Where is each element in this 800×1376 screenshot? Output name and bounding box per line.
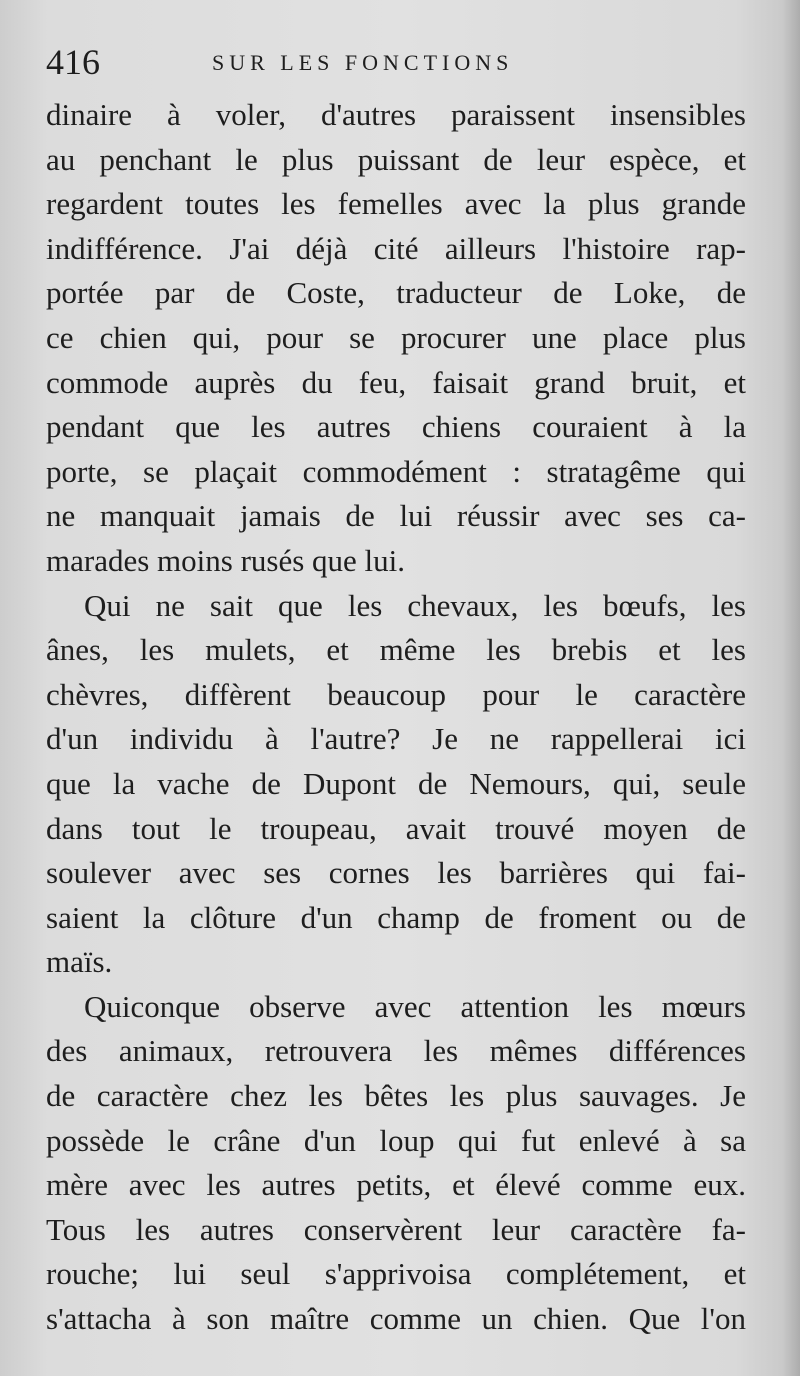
paragraph-1	[46, 93, 746, 584]
text-line: Quiconque observe avec attention les mœurs	[84, 988, 746, 1024]
text-line: marades moins rusés que lui.	[46, 542, 406, 578]
text-line: rouche; lui seul s'apprivoisa complétement, et	[46, 1256, 746, 1292]
text-line: que la vache de Dupont de Nemours, qui, seule	[46, 765, 746, 801]
page-edge-shadow	[782, 0, 800, 1376]
text-line: possède le crâne d'un loup qui fut enlevé à sa	[46, 1122, 746, 1158]
text-line: saient la clôture d'un champ de froment ou de	[46, 899, 746, 935]
paragraph-2	[46, 584, 746, 985]
text-line: ânes, les mulets, et même les brebis et les	[46, 632, 746, 668]
text-line: porte, se plaçait commodément : stratagême qui	[46, 453, 746, 489]
text-line: dans tout le troupeau, avait trouvé moyen de	[46, 810, 746, 846]
text-line: maïs.	[46, 944, 113, 980]
text-line: regardent toutes les femelles avec la plus grande	[46, 186, 746, 222]
text-line: chèvres, diffèrent beaucoup pour le caractère	[46, 676, 746, 712]
text-line: soulever avec ses cornes les barrières qui fai-	[46, 855, 746, 891]
text-line: indifférence. J'ai déjà cité ailleurs l'histoire rap-	[46, 230, 746, 266]
text-line: ne manquait jamais de lui réussir avec ses ca-	[46, 498, 746, 534]
text-line: Qui ne sait que les chevaux, les bœufs, les	[84, 587, 746, 623]
text-line: dinaire à voler, d'autres paraissent insensibles	[46, 97, 746, 132]
text-line: des animaux, retrouvera les mêmes différences	[46, 1033, 746, 1069]
text-line: portée par de Coste, traducteur de Loke, de	[46, 275, 746, 311]
text-line: au penchant le plus puissant de leur espèce, et	[46, 141, 746, 177]
text-line: pendant que les autres chiens couraient à la	[46, 409, 746, 445]
text-line: ce chien qui, pour se procurer une place plus	[46, 319, 746, 355]
running-head: SUR LES FONCTIONS	[212, 50, 514, 75]
text-line: de caractère chez les bêtes les plus sauvages. Je	[46, 1078, 746, 1114]
text-line: mère avec les autres petits, et élevé comme eux.	[46, 1167, 746, 1203]
paragraph-3	[46, 985, 746, 1342]
text-line: s'attacha à son maître comme un chien. Que l'on	[46, 1301, 746, 1337]
text-line: Tous les autres conservèrent leur caractère fa-	[46, 1211, 746, 1247]
text-line: commode auprès du feu, faisait grand bruit, et	[46, 364, 746, 400]
text-line: d'un individu à l'autre? Je ne rappellerai ici	[46, 721, 746, 757]
page-header	[46, 42, 746, 82]
page-number: 416	[46, 42, 100, 82]
body-text	[46, 93, 746, 1342]
